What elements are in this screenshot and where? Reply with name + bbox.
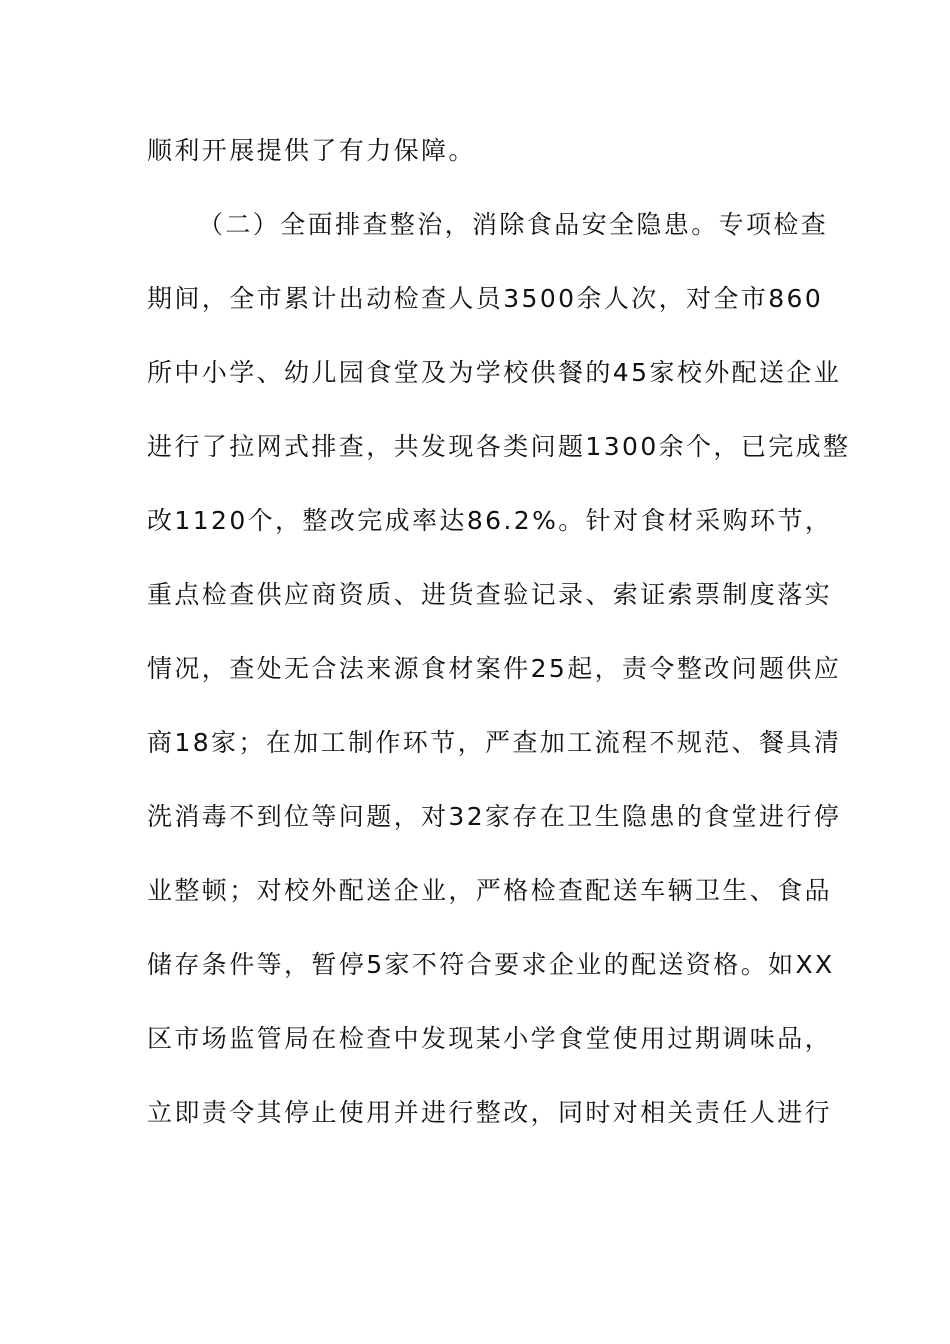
paragraph-line-6: 改1120个，整改完成率达86.2%。针对食材采购环节，	[147, 506, 833, 535]
paragraph-line-3: 期间，全市累计出动检查人员3500余人次，对全市860	[147, 284, 824, 313]
paragraph-line-10: 洗消毒不到位等问题，对32家存在卫生隐患的食堂进行停	[147, 802, 842, 831]
paragraph-line-7: 重点检查供应商资质、进货查验记录、索证索票制度落实	[147, 580, 833, 609]
paragraph-line-11: 业整顿；对校外配送企业，严格检查配送车辆卫生、食品	[147, 876, 833, 905]
paragraph-line-4: 所中小学、幼儿园食堂及为学校供餐的45家校外配送企业	[147, 358, 842, 387]
paragraph-line-13: 区市场监管局在检查中发现某小学食堂使用过期调味品，	[147, 1024, 833, 1053]
paragraph-line-14: 立即责令其停止使用并进行整改，同时对相关责任人进行	[147, 1098, 833, 1127]
section-heading-line: （二）全面排查整治，消除食品安全隐患。专项检查	[198, 210, 829, 239]
paragraph-line-1: 顺利开展提供了有力保障。	[147, 136, 476, 165]
paragraph-line-5: 进行了拉网式排查，共发现各类问题1300余个，已完成整	[147, 432, 851, 461]
paragraph-line-9: 商18家；在加工制作环节，严查加工流程不规范、餐具清	[147, 728, 842, 757]
paragraph-line-8: 情况，查处无合法来源食材案件25起，责令整改问题供应	[147, 654, 842, 683]
paragraph-line-12: 储存条件等，暂停5家不符合要求企业的配送资格。如XX	[147, 950, 835, 979]
